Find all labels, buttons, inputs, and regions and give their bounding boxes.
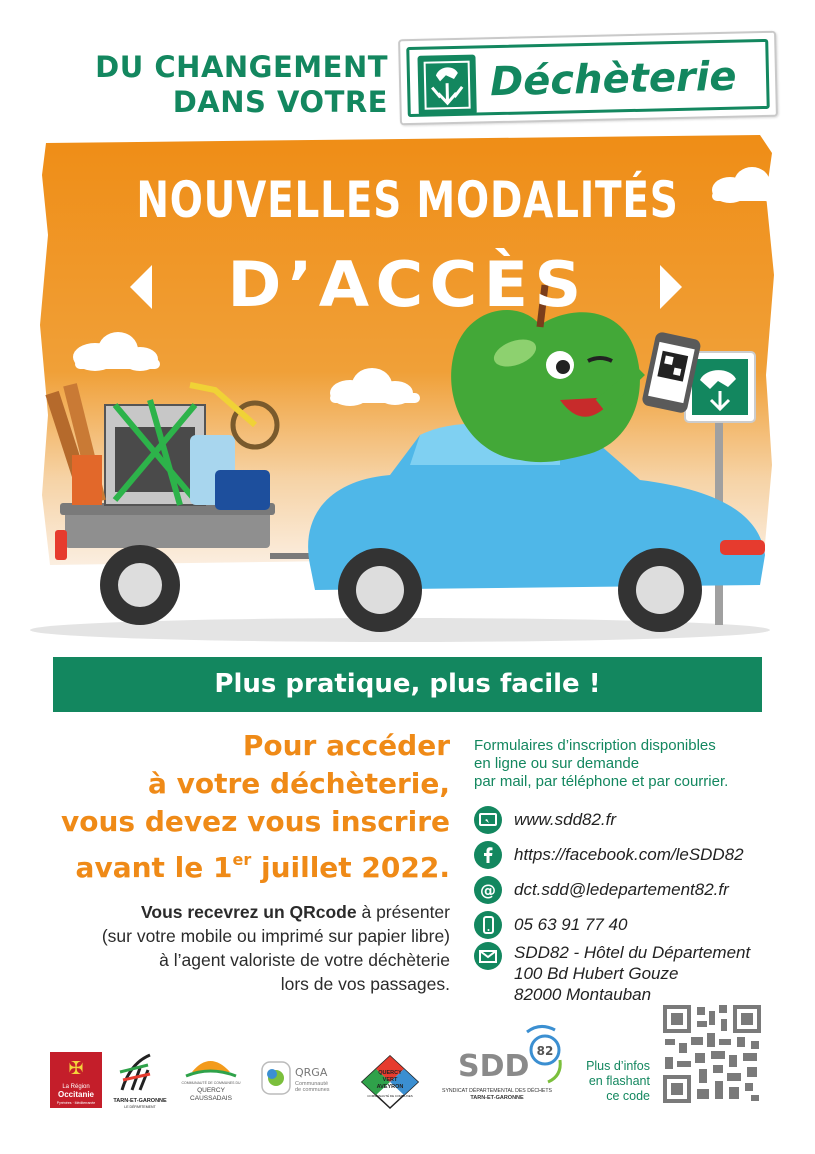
occitanie-text-2: Occitanie: [57, 1090, 95, 1099]
notice-date-suffix: juillet 2022.: [251, 851, 450, 884]
qr-code[interactable]: [661, 1003, 763, 1105]
notice-line1: Pour accéder: [242, 729, 450, 762]
address-line1: SDD82 - Hôtel du Département: [514, 943, 751, 962]
tagline-banner: [53, 657, 762, 712]
forms-info: [474, 737, 794, 791]
qr-info-rest: à présenter: [356, 902, 450, 922]
header-title-line1: DU CHANGEMENT: [95, 50, 388, 84]
postal-address: [514, 942, 804, 1005]
facebook-icon: [474, 841, 502, 869]
website-link[interactable]: www.sdd82.fr: [514, 810, 617, 829]
partner-logos: [40, 1010, 580, 1120]
address-line3: 82000 Montauban: [514, 985, 652, 1004]
qr-info-line4: lors de vos passages.: [280, 974, 450, 994]
tagline-text: Plus pratique, plus facile !: [214, 669, 601, 699]
quercy-vert-aveyron-logo: [362, 1056, 418, 1108]
occitanie-text-1: La Région: [62, 1084, 90, 1090]
headline-line1: NOUVELLES MODALITÉS: [136, 171, 679, 229]
quercy-caussadais-logo: [181, 1061, 241, 1102]
sdd-text-2: 82: [536, 1044, 554, 1058]
notice-line3: vous devez vous inscrire: [61, 805, 450, 838]
qr-info-line3: à l’agent valoriste de votre déchèterie: [159, 950, 450, 970]
quercy-text-2: QUERCY: [197, 1087, 225, 1094]
phone-number[interactable]: 05 63 91 77 40: [514, 915, 628, 934]
occitanie-text-3: Pyrénées · Méditerranée: [56, 1101, 96, 1105]
more-info-line1: Plus d’infos: [586, 1059, 650, 1073]
phone-icon: [474, 911, 502, 939]
dechetterie-sign: [398, 31, 778, 126]
svg-text:@: @: [480, 880, 496, 900]
sdd-text-1: SDD: [458, 1049, 530, 1084]
more-info-line2: en flashant: [588, 1074, 650, 1088]
sign-label: Déchèterie: [489, 53, 737, 106]
tarn-text-1: TARN-ET-GARONNE: [113, 1098, 167, 1104]
email-link[interactable]: dct.sdd@ledepartement82.fr: [514, 880, 729, 899]
qr-info-bold: Vous recevrez un QRcode: [141, 902, 357, 922]
sdd82-logo: [442, 1026, 560, 1101]
waste-disposal-icon: [417, 55, 476, 116]
qr-info-line1: [40, 900, 450, 924]
qr-code-info: [40, 900, 450, 996]
quercy-text-3: CAUSSADAIS: [190, 1095, 232, 1102]
forms-line3: par mail, par téléphone et par courrier.: [474, 773, 729, 790]
more-info-line3: ce code: [606, 1089, 650, 1103]
qr-info-line2: (sur votre mobile ou imprimé sur papier libre): [101, 926, 450, 946]
sign-border: [406, 39, 769, 117]
qrga-logo: [262, 1062, 330, 1094]
header-title: [48, 50, 388, 120]
tarn-text-2: LE DÉPARTEMENT: [124, 1105, 156, 1109]
sdd-text-3: SYNDICAT DÉPARTEMENTAL DES DÉCHETS: [441, 1088, 553, 1094]
at-icon: [474, 876, 502, 904]
notice-line4: [40, 841, 450, 887]
quercy-text-1: COMMUNAUTÉ DE COMMUNES DU: [181, 1081, 241, 1085]
headline-line2: D’ACCÈS: [227, 248, 588, 321]
forms-line2: en ligne ou sur demande: [474, 755, 640, 772]
aveyron-text-1: QUERCY: [378, 1070, 402, 1076]
qrga-text-3: de communes: [295, 1087, 330, 1093]
aveyron-text-3: AVEYRON: [376, 1084, 404, 1090]
occitanie-logo: [50, 1052, 102, 1108]
qrga-text-1: QRGA: [295, 1066, 328, 1079]
sdd-text-4: TARN-ET-GARONNE: [470, 1095, 524, 1101]
registration-notice: [40, 727, 450, 887]
qrga-text-2: Communauté: [295, 1081, 329, 1087]
more-info-text: [580, 1059, 650, 1104]
mail-icon: [474, 942, 502, 970]
aveyron-text-2: VERT: [382, 1077, 398, 1083]
aveyron-text-4: COMMUNAUTÉ DE COMMUNES: [367, 1094, 413, 1098]
notice-date-sup: er: [232, 850, 252, 869]
tarn-et-garonne-logo: [113, 1055, 167, 1109]
header-title-line2: DANS VOTRE: [172, 85, 388, 119]
notice-date-prefix: avant le 1: [75, 851, 233, 884]
facebook-link[interactable]: https://facebook.com/leSDD82: [514, 845, 744, 864]
notice-line2: à votre déchèterie,: [147, 767, 450, 800]
forms-line1: Formulaires d’inscription disponibles: [474, 737, 716, 754]
svg-text:✠: ✠: [68, 1058, 84, 1079]
web-icon: [474, 806, 502, 834]
address-line2: 100 Bd Hubert Gouze: [514, 964, 679, 983]
